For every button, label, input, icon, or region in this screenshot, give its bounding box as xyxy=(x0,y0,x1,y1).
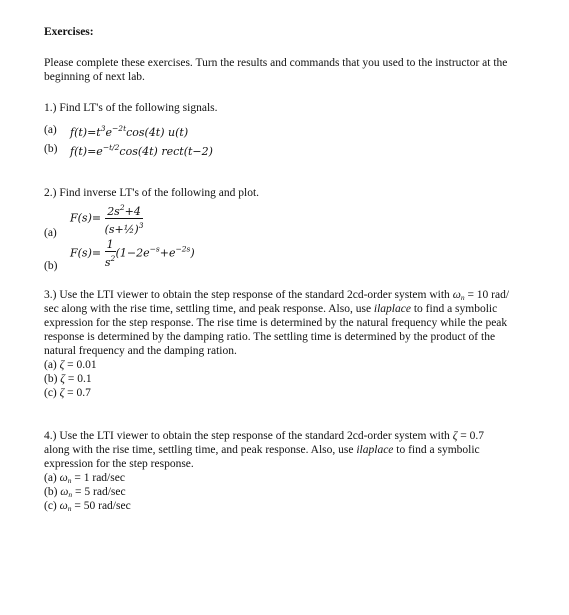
page-title: Exercises: xyxy=(44,26,94,38)
q2-b-rest-1: (1−2e xyxy=(115,246,150,260)
q2-b-denominator xyxy=(105,252,116,269)
q2-a-den-power: 3 xyxy=(138,221,144,230)
q3-line-3: expression for the step response. The rise time is determined by the natural frequency while the peak xyxy=(44,317,508,329)
ilaplace-term: ilaplace xyxy=(356,444,394,456)
zeta-symbol: ζ xyxy=(60,373,65,385)
option-value: = 1 rad/sec xyxy=(71,472,125,484)
q2-a-fraction xyxy=(105,201,144,236)
q1-b-power-1: −t/2 xyxy=(102,143,120,152)
q4-line-3: expression for the step response. xyxy=(44,458,194,470)
q3-option-a xyxy=(44,358,97,372)
q2-a-lhs: F(s)= xyxy=(70,211,102,225)
omega-subscript: n xyxy=(460,293,465,302)
q3-line-5: natural frequency and the damping ration. xyxy=(44,345,237,357)
omega-subscript: n xyxy=(68,490,73,499)
option-value: = 5 rad/sec xyxy=(72,486,126,498)
q2-b-power-1: −s xyxy=(149,244,160,254)
option-label: (b) xyxy=(44,486,61,498)
q1-a-exp: e xyxy=(105,126,113,139)
option-value: = 0.1 xyxy=(64,373,92,385)
ilaplace-term: ilaplace xyxy=(373,303,411,315)
q1-b-lhs: f(t)=e xyxy=(70,145,103,158)
q2-a-numerator xyxy=(105,201,144,219)
q1-b-rest: cos(4t) rect(t−2) xyxy=(119,145,213,158)
q2-b-rest-3: ) xyxy=(190,246,195,260)
q2-b-label: (b) xyxy=(44,260,58,272)
q2-b-den-power: 2 xyxy=(110,254,116,263)
q2-a-label: (a) xyxy=(44,227,57,239)
q2-b-power-2: −2s xyxy=(175,244,191,254)
q2-b-numerator: 1 xyxy=(106,238,114,251)
q1-a-lhs: f(t)=t xyxy=(70,126,101,139)
q4-line-2 xyxy=(44,443,480,457)
q4-line-2-end: to find a symbolic xyxy=(393,444,480,456)
q3-line-1-text: 3.) Use the LTI viewer to obtain the step response of the standard 2cd-order system with xyxy=(44,289,453,301)
q2-a-den-base: (s+½) xyxy=(104,223,139,236)
q3-line-2-end: to find a symbolic xyxy=(410,303,498,315)
q3-line-4: response is determined by the damping ratio. The settling time is determined by the product of the xyxy=(44,331,496,343)
q2-prompt: 2.) Find inverse LT's of the following and plot. xyxy=(44,187,260,199)
omega-symbol: ω xyxy=(60,486,69,498)
omega-symbol: ω xyxy=(59,500,68,512)
option-value: = 50 rad/sec xyxy=(71,500,131,512)
q3-line-2-text: sec along with the rise time, settling time, and peak response. Also, use xyxy=(44,303,374,315)
option-label: (a) xyxy=(44,472,60,484)
option-label: (a) xyxy=(44,359,60,371)
omega-subscript: n xyxy=(67,504,72,513)
q3-option-c xyxy=(44,386,91,400)
option-label: (c) xyxy=(44,500,60,512)
q1-a-power-2: −2t xyxy=(112,124,127,133)
option-label: (c) xyxy=(44,387,60,399)
q3-line-2 xyxy=(44,302,497,316)
q2-a-denominator xyxy=(105,219,144,236)
q2-a-num-base: 2s xyxy=(107,205,120,218)
zeta-symbol: ζ xyxy=(59,359,65,371)
q1-prompt: 1.) Find LT's of the following signals. xyxy=(44,102,218,114)
q2-a-num-rest: +4 xyxy=(124,205,141,218)
q1-b-expression xyxy=(70,141,213,159)
q2-b-den-base: s xyxy=(104,256,111,269)
q1-a-rest: cos(4t) u(t) xyxy=(126,126,189,139)
q2-b-fraction xyxy=(105,238,116,269)
q1-a-power-1: 3 xyxy=(100,124,106,133)
q1-b-label: (b) xyxy=(44,143,58,155)
q2-a-expression xyxy=(70,201,143,236)
q4-line-2-text: along with the rise time, settling time, and peak response. Also, use xyxy=(44,444,357,456)
q3-option-b xyxy=(44,372,92,386)
omega-symbol: ω xyxy=(59,472,68,484)
q4-line-1 xyxy=(44,429,484,443)
omega-symbol: ω xyxy=(452,289,461,301)
zeta-symbol: ζ xyxy=(452,430,458,442)
zeta-symbol: ζ xyxy=(59,387,65,399)
option-value: = 0.7 xyxy=(64,387,91,399)
q4-option-c xyxy=(44,499,131,516)
q2-b-rest-2: +e xyxy=(159,246,176,260)
option-value: = 0.01 xyxy=(64,359,97,371)
q2-a-num-power: 2 xyxy=(119,203,125,212)
q4-line-1-end: = 0.7 xyxy=(457,430,484,442)
intro-paragraph: Please complete these exercises. Turn the results and commands that you used to the instructor at the beginning of next lab. xyxy=(44,57,508,83)
option-label: (b) xyxy=(44,373,61,385)
q2-b-expression xyxy=(70,238,195,269)
q1-a-label: (a) xyxy=(44,124,57,136)
omega-subscript: n xyxy=(67,476,72,485)
q1-a-expression xyxy=(70,122,188,140)
q4-line-1-text: 4.) Use the LTI viewer to obtain the step response of the standard 2cd-order system with xyxy=(44,430,453,442)
q3-line-1-end: = 10 rad/ xyxy=(464,289,510,301)
q2-b-lhs: F(s)= xyxy=(70,246,102,260)
